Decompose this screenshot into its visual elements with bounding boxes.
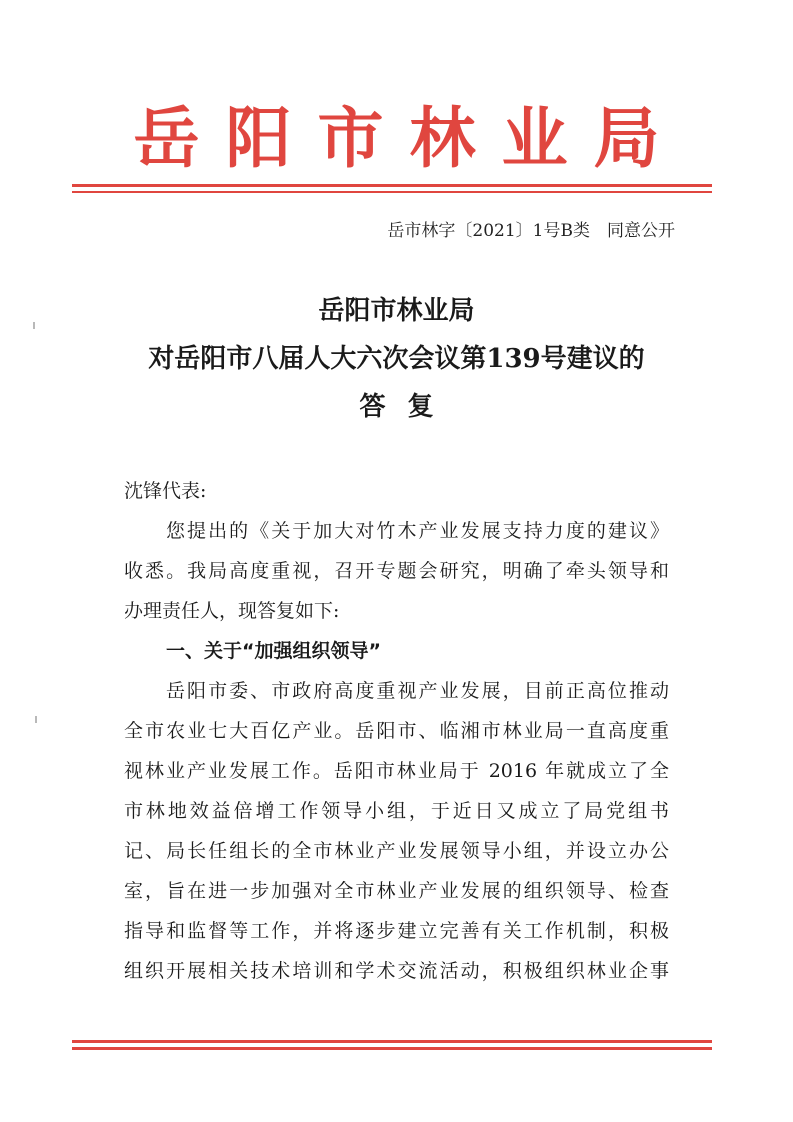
- salutation: 沈锋代表:: [124, 480, 207, 502]
- document-number: 岳市林字〔2021〕1号B类 同意公开: [387, 221, 675, 241]
- paragraph-2-line: 全市农业七大百亿产业。岳阳市、临湘市林业局一直高度重: [124, 720, 669, 742]
- paragraph-2-line: 指导和监督等工作，并将逐步建立完善有关工作机制，积极: [124, 920, 669, 942]
- paragraph-2-line: 组织开展相关技术培训和学术交流活动，积极组织林业企事: [124, 960, 669, 982]
- paragraph-1-line: 办理责任人，现答复如下:: [124, 600, 340, 622]
- letterhead-double-rule: [72, 184, 712, 193]
- document-title-line-3: 答复: [359, 392, 456, 422]
- paragraph-2-line: 室，旨在进一步加强对全市林业产业发展的组织领导、检查: [124, 880, 669, 902]
- scan-speck: [35, 716, 37, 723]
- scan-speck: [33, 322, 35, 329]
- document-title-line-2: 对岳阳市八届人大六次会议第139号建议的: [148, 344, 645, 374]
- section-heading-1: 一、关于“加强组织领导”: [166, 640, 381, 662]
- paragraph-2-line: 视林业产业发展工作。岳阳市林业局于 2016 年就成立了全: [124, 760, 669, 782]
- paragraph-2-line: 岳阳市委、市政府高度重视产业发展，目前正高位推动: [166, 680, 669, 702]
- document-title-line-1: 岳阳市林业局: [318, 296, 475, 326]
- paragraph-1-line: 您提出的《关于加大对竹木产业发展支持力度的建议》: [166, 520, 669, 542]
- letterhead-title: 岳阳市林业局: [133, 99, 686, 177]
- paragraph-2-line: 市林地效益倍增工作领导小组，于近日又成立了局党组书: [124, 800, 669, 822]
- footer-double-rule: [72, 1040, 712, 1050]
- paragraph-1-line: 收悉。我局高度重视，召开专题会研究，明确了牵头领导和: [124, 560, 669, 582]
- paragraph-2-line: 记、局长任组长的全市林业产业发展领导小组，并设立办公: [124, 840, 669, 862]
